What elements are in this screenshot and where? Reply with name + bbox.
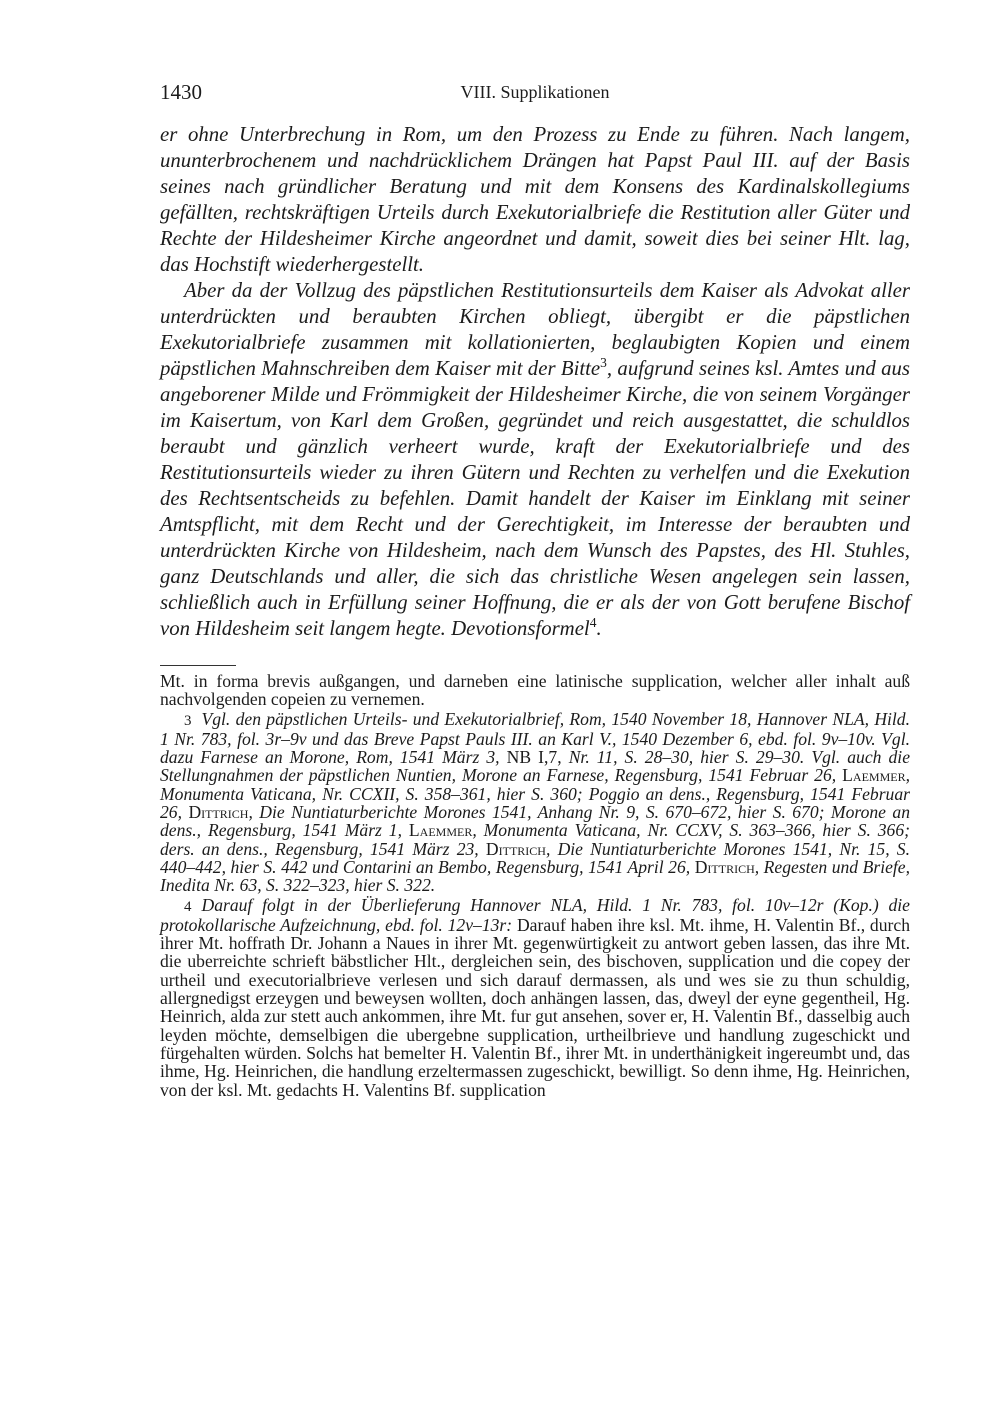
footnote-divider <box>160 665 236 666</box>
main-text <box>160 122 910 642</box>
page-number: 1430 <box>160 80 202 104</box>
fn3-text-7: , Die Nuntiaturberichte Morones 1541, Nr. 15, S. 440–442, hier S. 442 und Contarini an Bembo, Regensburg, 1541 April 26, <box>160 838 910 877</box>
fn3-author-2: Dittrich <box>188 802 249 823</box>
fn3-text-5: , Die Nuntiaturberichte Morones 1541, Anhang Nr. 9, S. 670–672, hier S. 670; Morone an dens., Regensburg, 1541 März 1, <box>160 802 910 841</box>
running-title: VIII. Supplikationen <box>460 82 610 102</box>
footnote-ref-4[interactable]: 4 <box>589 615 597 631</box>
footnote-3 <box>160 710 910 895</box>
fn3-text-2: NB I,7, <box>506 747 562 768</box>
fn4-text-1: Darauf folgt in der Überlieferung Hannover NLA, Hild. 1 Nr. 783, fol. 10v–12r (Kop.) die protokollarische Aufzeichnung, ebd. fol. 12v–13r: <box>160 894 910 935</box>
footnotes <box>160 672 910 1099</box>
page-header <box>160 80 910 106</box>
fn3-text-6: , Monumenta Vaticana, Nr. CCXV, S. 363–366, hier S. 366; ders. an dens., Regensburg, 1541 März 23, <box>160 820 910 859</box>
fn3-text-3: Nr. 11, S. 28–30, hier S. 29–30. Vgl. auch die Stellungnahmen der päpstlichen Nuntien, Morone an Farnese, Regensburg, 1541 Februar 26, <box>160 747 911 786</box>
footnote-4 <box>160 896 910 1099</box>
paragraph-1: er ohne Unterbrechung in Rom, um den Prozess zu Ende zu führen. Nach langem, ununterbrochenem und nachdrücklichem Drängen hat Papst Paul III. auf der Basis seines nach gründlicher Beratung und mit dem Konsens des Kardinalskollegiums gefällten, rechtskräftigen Urteils durch Exekutorialbriefe die Restitution aller Güter und Rechte der Hildesheimer Kirche angeordnet und damit, soweit dies bei seiner Hlt. lag, das Hochstift wiederhergestellt. <box>160 123 910 276</box>
footnote-3-number: 3 <box>184 712 192 729</box>
paragraph-2-text-a: Aber da der Vollzug des päpstlichen Restitutionsurteils dem Kaiser als Advokat aller unterdrückten und beraubten Kirchen obliegt, übergibt er die päpstlichen Exekutorialbriefe zusammen mit kollationierten, beglaubigten Kopien und einem päpstlichen Mahnschreiben dem Kaiser mit der Bitte <box>160 279 910 380</box>
fn3-text-4: , Monumenta Vaticana, Nr. CCXII, S. 358–361, hier S. 360; Poggio an dens., Regensburg, 1541 Februar 26, <box>160 765 910 823</box>
footnote-continuation: Mt. in forma brevis außgangen, und darneben eine latinische supplication, welcher aller inhalt auß nachvolgenden copeien zu vernemen. <box>160 671 910 710</box>
fn3-author-4: Dittrich <box>485 838 546 859</box>
fn3-text-1: Vgl. den päpstlichen Urteils- und Exekutorialbrief, Rom, 1540 November 18, Hannover NLA, Hild. 1 Nr. 783, fol. 3r–9v und das Breve Papst Pauls III. an Karl V., 1540 Dezember 6, ebd. fol. 9v–10v. Vgl. dazu Farnese an Morone, Rom, 1541 März 3, <box>160 708 910 768</box>
paragraph-2-end: . <box>596 617 602 640</box>
footnote-4-number: 4 <box>184 898 192 915</box>
fn3-author-3: Laemmer <box>408 820 473 841</box>
fn3-author-1: Laemmer <box>842 765 906 786</box>
paragraph-2 <box>160 278 910 642</box>
footnote-ref-3[interactable]: 3 <box>600 355 607 371</box>
paragraph-2-text-b: , aufgrund seines ksl. Amtes und aus angeborener Milde und Frömmigkeit der Hildesheimer Kirche, die von seinem Vorgänger im Kaisertum, von Karl dem Großen, gegründet und reich ausgestattet, die schuldlos beraubt und gänzlich verheert wurde, kraft der Exekutorialbriefe und des Restitutionsurteils wieder zu ihren Gütern und Rechten zu verhelfen und die Exekution des Rechtsentscheids zu befehlen. Damit handelt der Kaiser im Einklang mit seiner Amtspflicht, mit dem Recht und der Gerechtigkeit, im Interesse der beraubten und unterdrückten Kirche von Hildesheim, nach dem Wunsch des Papstes, des Hl. Stuhles, ganz Deutschlands und aller, die sich das christliche Wesen angelegen sein lassen, schließlich auch in Erfüllung seiner Hoffnung, die er als der von Gott berufene Bischof von Hildesheim seit langem hegte. Devotionsformel <box>160 357 910 640</box>
fn4-text-2: Darauf haben ihre ksl. Mt. ihme, H. Valentin Bf., durch ihrer Mt. hoffrath Dr. Johann a Naues in ihrer Mt. gegenwürtigkeit zu antwort geben lassen, das ihre Mt. die uberreichte schrieft bäbstlicher Hlt., dergleichen sein, des bischoven, supplication und die copey der urtheil und executorialbrieve verlesen und sich darauf dermassen, als und wes sie zu thun schuldig, allergnedigst erzeygen und beweysen wollten, doch anhängen lassen, das, dweyl der eyne gegentheil, Hg. Heinrich, alda zur stett auch ankommen, ihre Mt. fur gut ansehen, sover er, H. Valentin Bf., dasselbig auch leyden möchte, demselbigen die ubergebne supplication, urtheilbrieve und handlung zugeschickt und fürgehalten würden. Solchs hat bemelter H. Valentin Bf., ihrer Mt. in underthänigkeit ingereumbt und, das ihme, Hg. Heinrichen, die handlung erzeltermassen zugeschickt, bewilligt. So denn ihme, Hg. Heinrichen, von der ksl. Mt. gedachts H. Valentins Bf. supplication <box>160 914 910 1100</box>
fn3-text-8: , Regesten und Briefe, Inedita Nr. 63, S. 322–323, hier S. 322. <box>160 856 911 896</box>
fn3-author-5: Dittrich <box>694 856 755 877</box>
